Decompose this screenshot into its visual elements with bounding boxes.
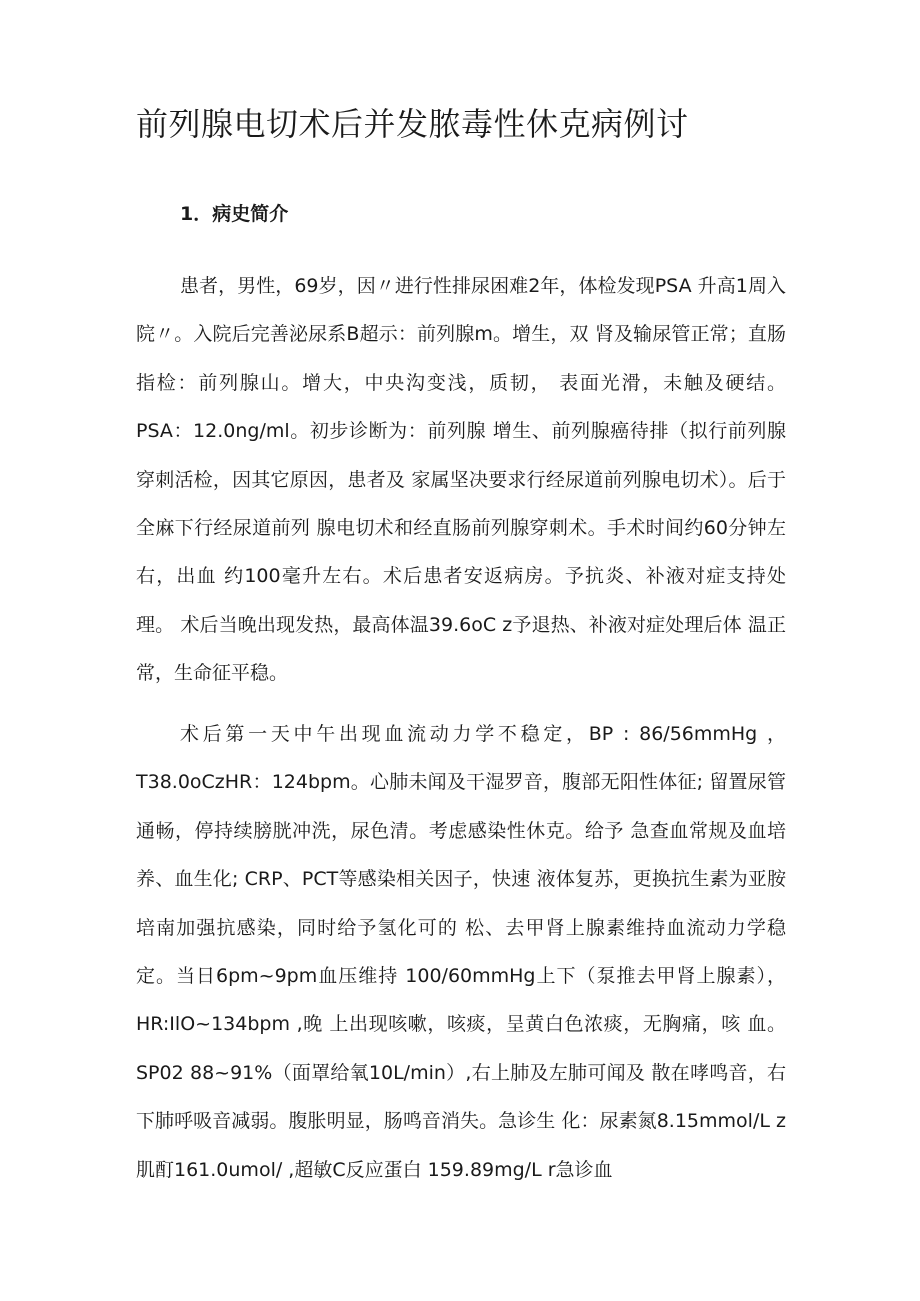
paragraph-history: 患者，男性，69岁，因〃进行性排尿困难2年，体检发现PSA 升高1周入院〃。入院后完善泌尿系B超示：前列腺m。增生，双 肾及输尿管正常；直肠指检：前列腺山。增大，中央沟变浅，质韧， 表面光滑，未触及硬结。PSA：12.0ng∕ml。初步诊断为：前列腺 增生、前列腺癌待排（拟行前列腺穿刺活检，因其它原因，患者及 家属坚决要求行经尿道前列腺电切术）。后于全麻下行经尿道前列 腺电切术和经直肠前列腺穿刺术。手术时间约60分钟左右，出血 约100毫升左右。术后患者安返病房。予抗炎、补液对症支持处理。 术后当晚出现发热，最高体温39.6oC z予退热、补液对症处理后体 温正常，生命征平稳。 [136, 275, 786, 685]
document-title: 前列腺电切术后并发脓毒性休克病例讨 [136, 105, 689, 143]
section-heading: 1．病史简介 [180, 203, 289, 225]
paragraph-postop-day1: 术后第一天中午出现血流动力学不稳定，BP : 86∕56mmHg ，T38.0oCzHR：124bpm。心肺未闻及干湿罗音，腹部无阳性体征; 留置尿管通畅，停持续膀胱冲洗，尿色清。考虑感染性休克。给予 急查血常规及血培养、血生化; CRP、PCT等感染相关因子，快速 液体复苏，更换抗生素为亚胺培南加强抗感染，同时给予氢化可的 松、去甲肾上腺素维持血流动力学稳定。当日6pm~9pm血压维持 100∕60mmHg上下（泵推去甲肾上腺素），HR:IlO~134bpm ,晚 上出现咳嗽，咳痰，呈黄白色浓痰，无胸痛，咳 血。SP02 88~91%（面罩给氧10L∕min）,右上肺及左肺可闻及 散在哮鸣音，右下肺呼吸音减弱。腹胀明显，肠鸣音消失。急诊生 化：尿素氮8.15mmol∕L z肌酊161.0umol∕ ,超敏C反应蛋白 159.89mg∕L r急诊血 [136, 723, 786, 1181]
